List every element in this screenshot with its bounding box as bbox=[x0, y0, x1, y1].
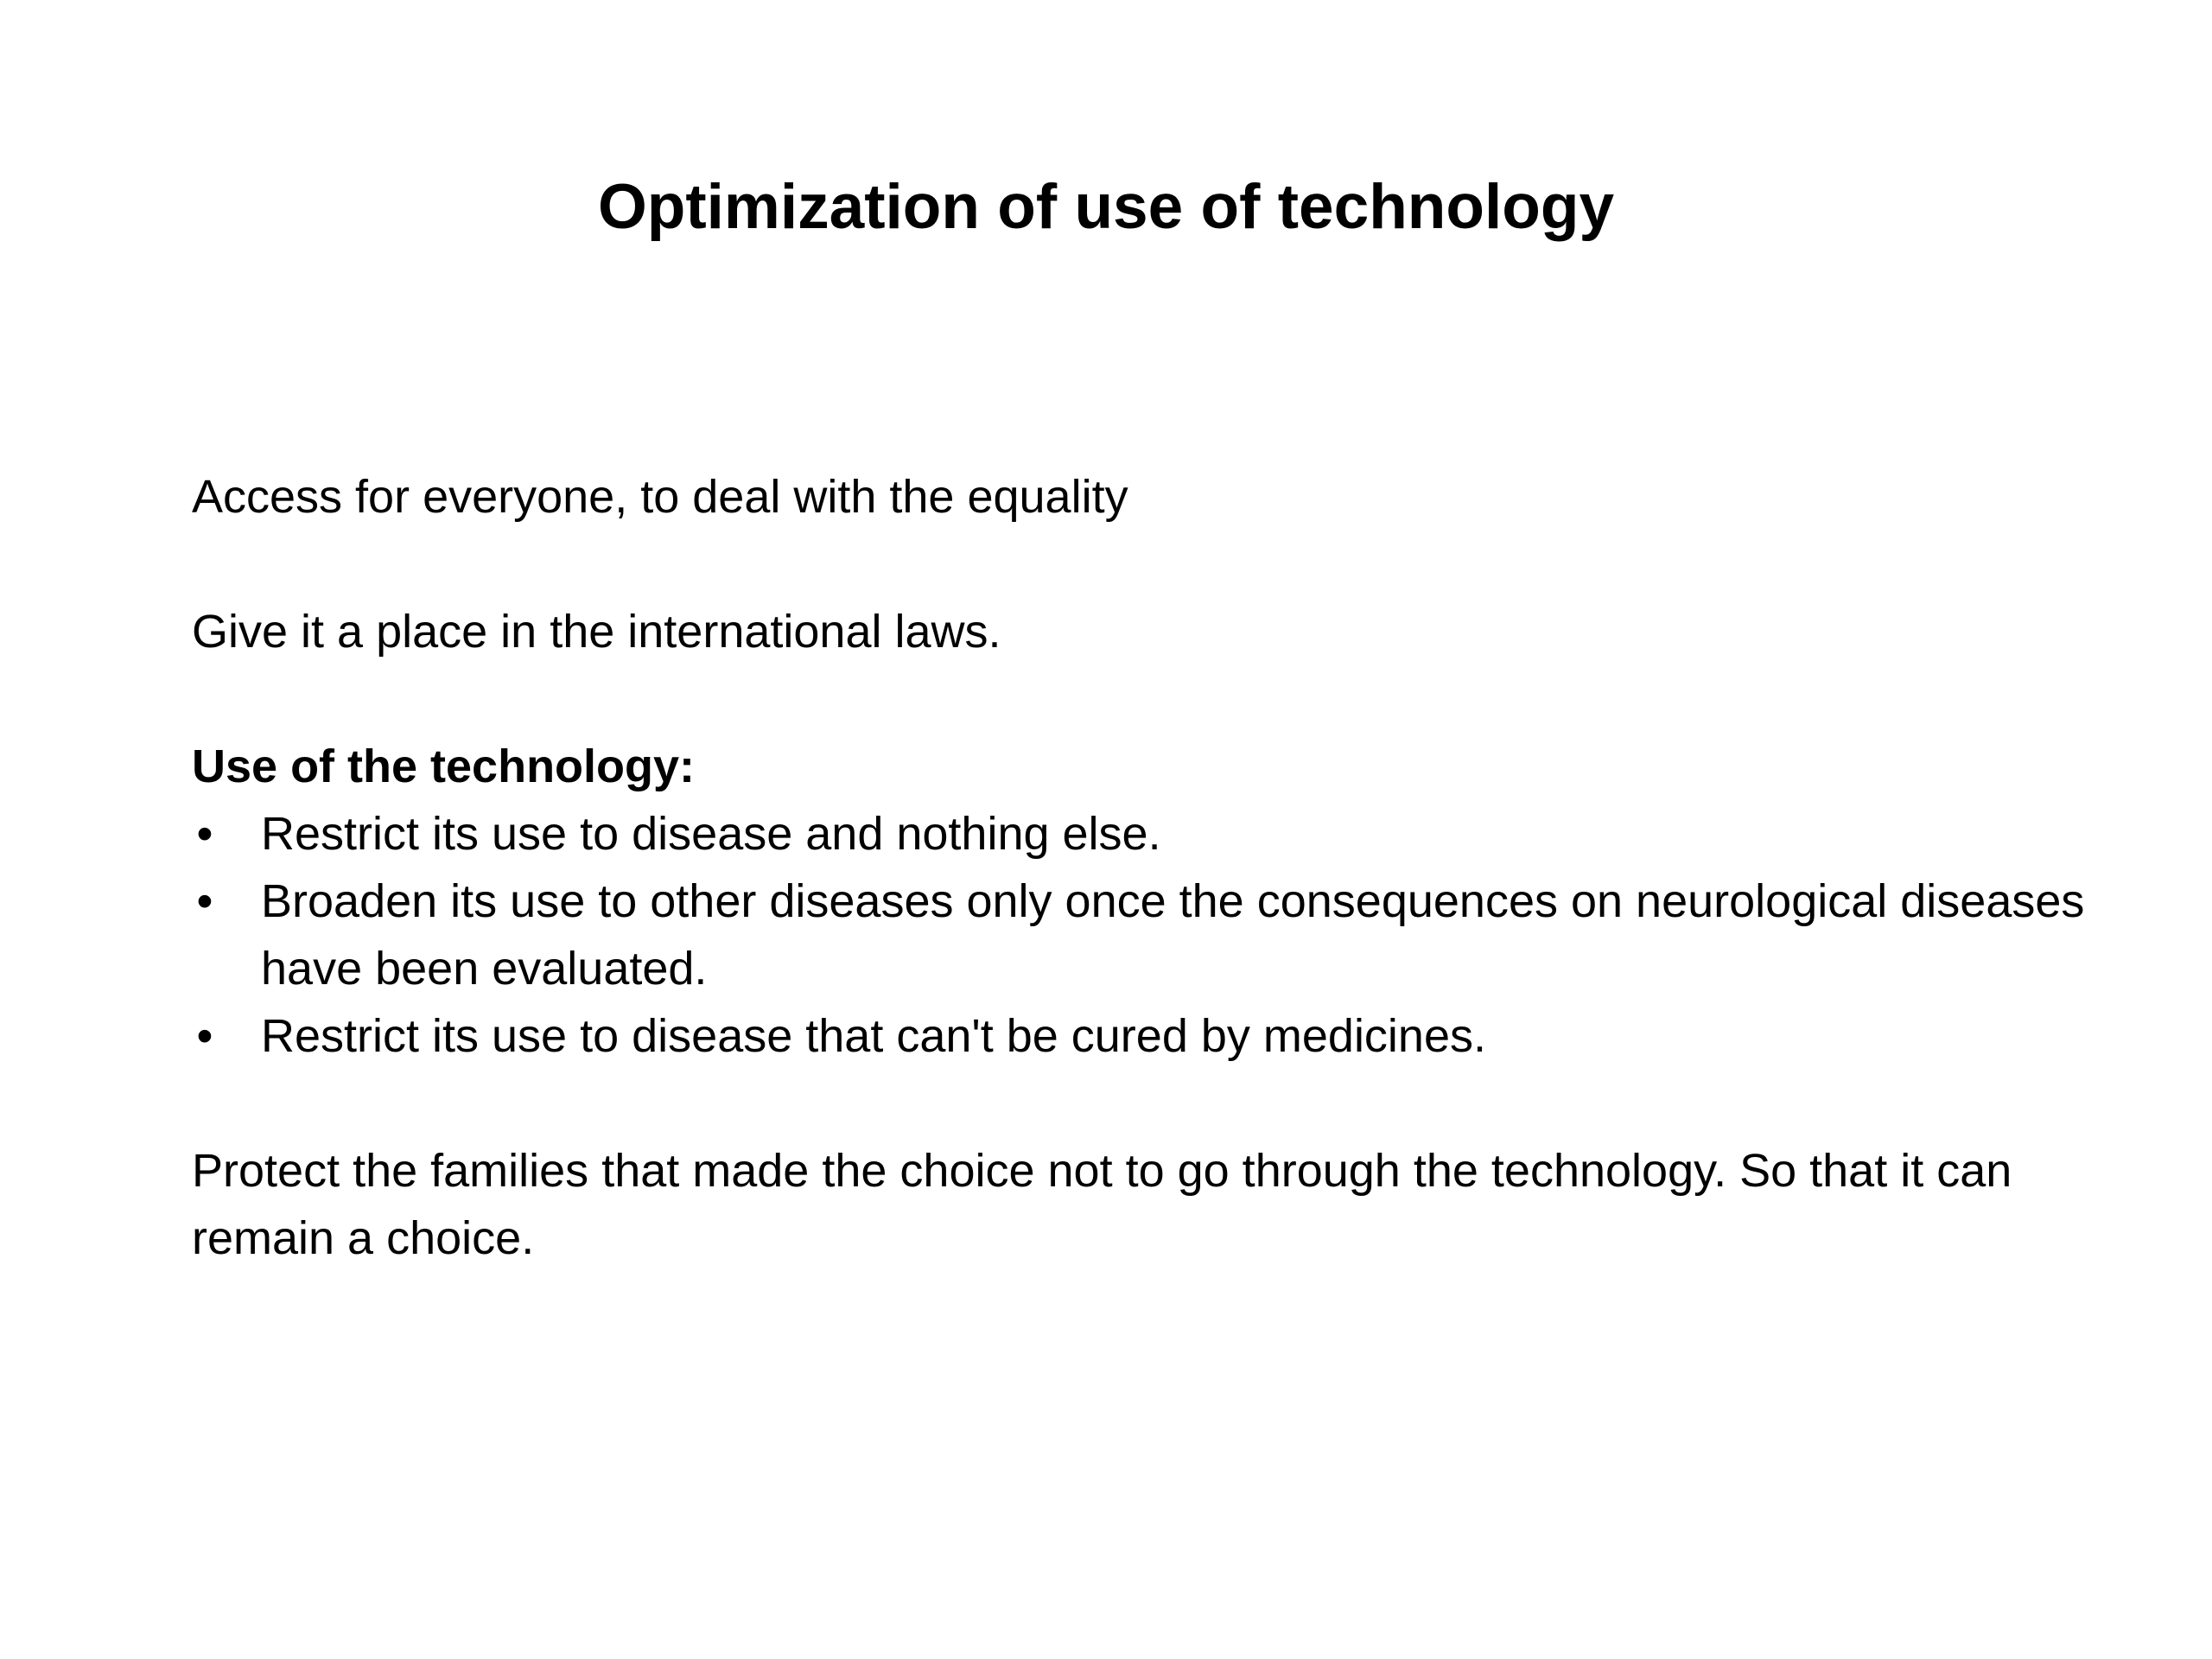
access-paragraph: Access for everyone, to deal with the equality bbox=[192, 471, 1128, 523]
bullet-item bbox=[192, 868, 2093, 1002]
bullet-text: Restrict its use to disease that can't be cured by medicines. bbox=[261, 1010, 1487, 1062]
bullet-item bbox=[192, 1002, 2093, 1070]
bullet-dot-icon: • bbox=[196, 875, 213, 927]
bullet-dot-icon: • bbox=[196, 808, 213, 860]
bullet-text: Broaden its use to other diseases only once the consequences on neurological diseases have been evaluated. bbox=[261, 875, 2085, 995]
protect-paragraph: Protect the families that made the choice not to go through the technology. So that it can remain a choice. bbox=[192, 1145, 2012, 1264]
bullet-item bbox=[192, 800, 2093, 868]
laws-paragraph: Give it a place in the international laws. bbox=[192, 606, 1001, 658]
slide-title: Optimization of use of technology bbox=[597, 172, 1615, 242]
bullet-dot-icon: • bbox=[196, 1010, 213, 1062]
use-heading: Use of the technology: bbox=[192, 741, 696, 792]
bullet-text: Restrict its use to disease and nothing else. bbox=[261, 808, 1161, 860]
bullet-list bbox=[192, 800, 2093, 1070]
